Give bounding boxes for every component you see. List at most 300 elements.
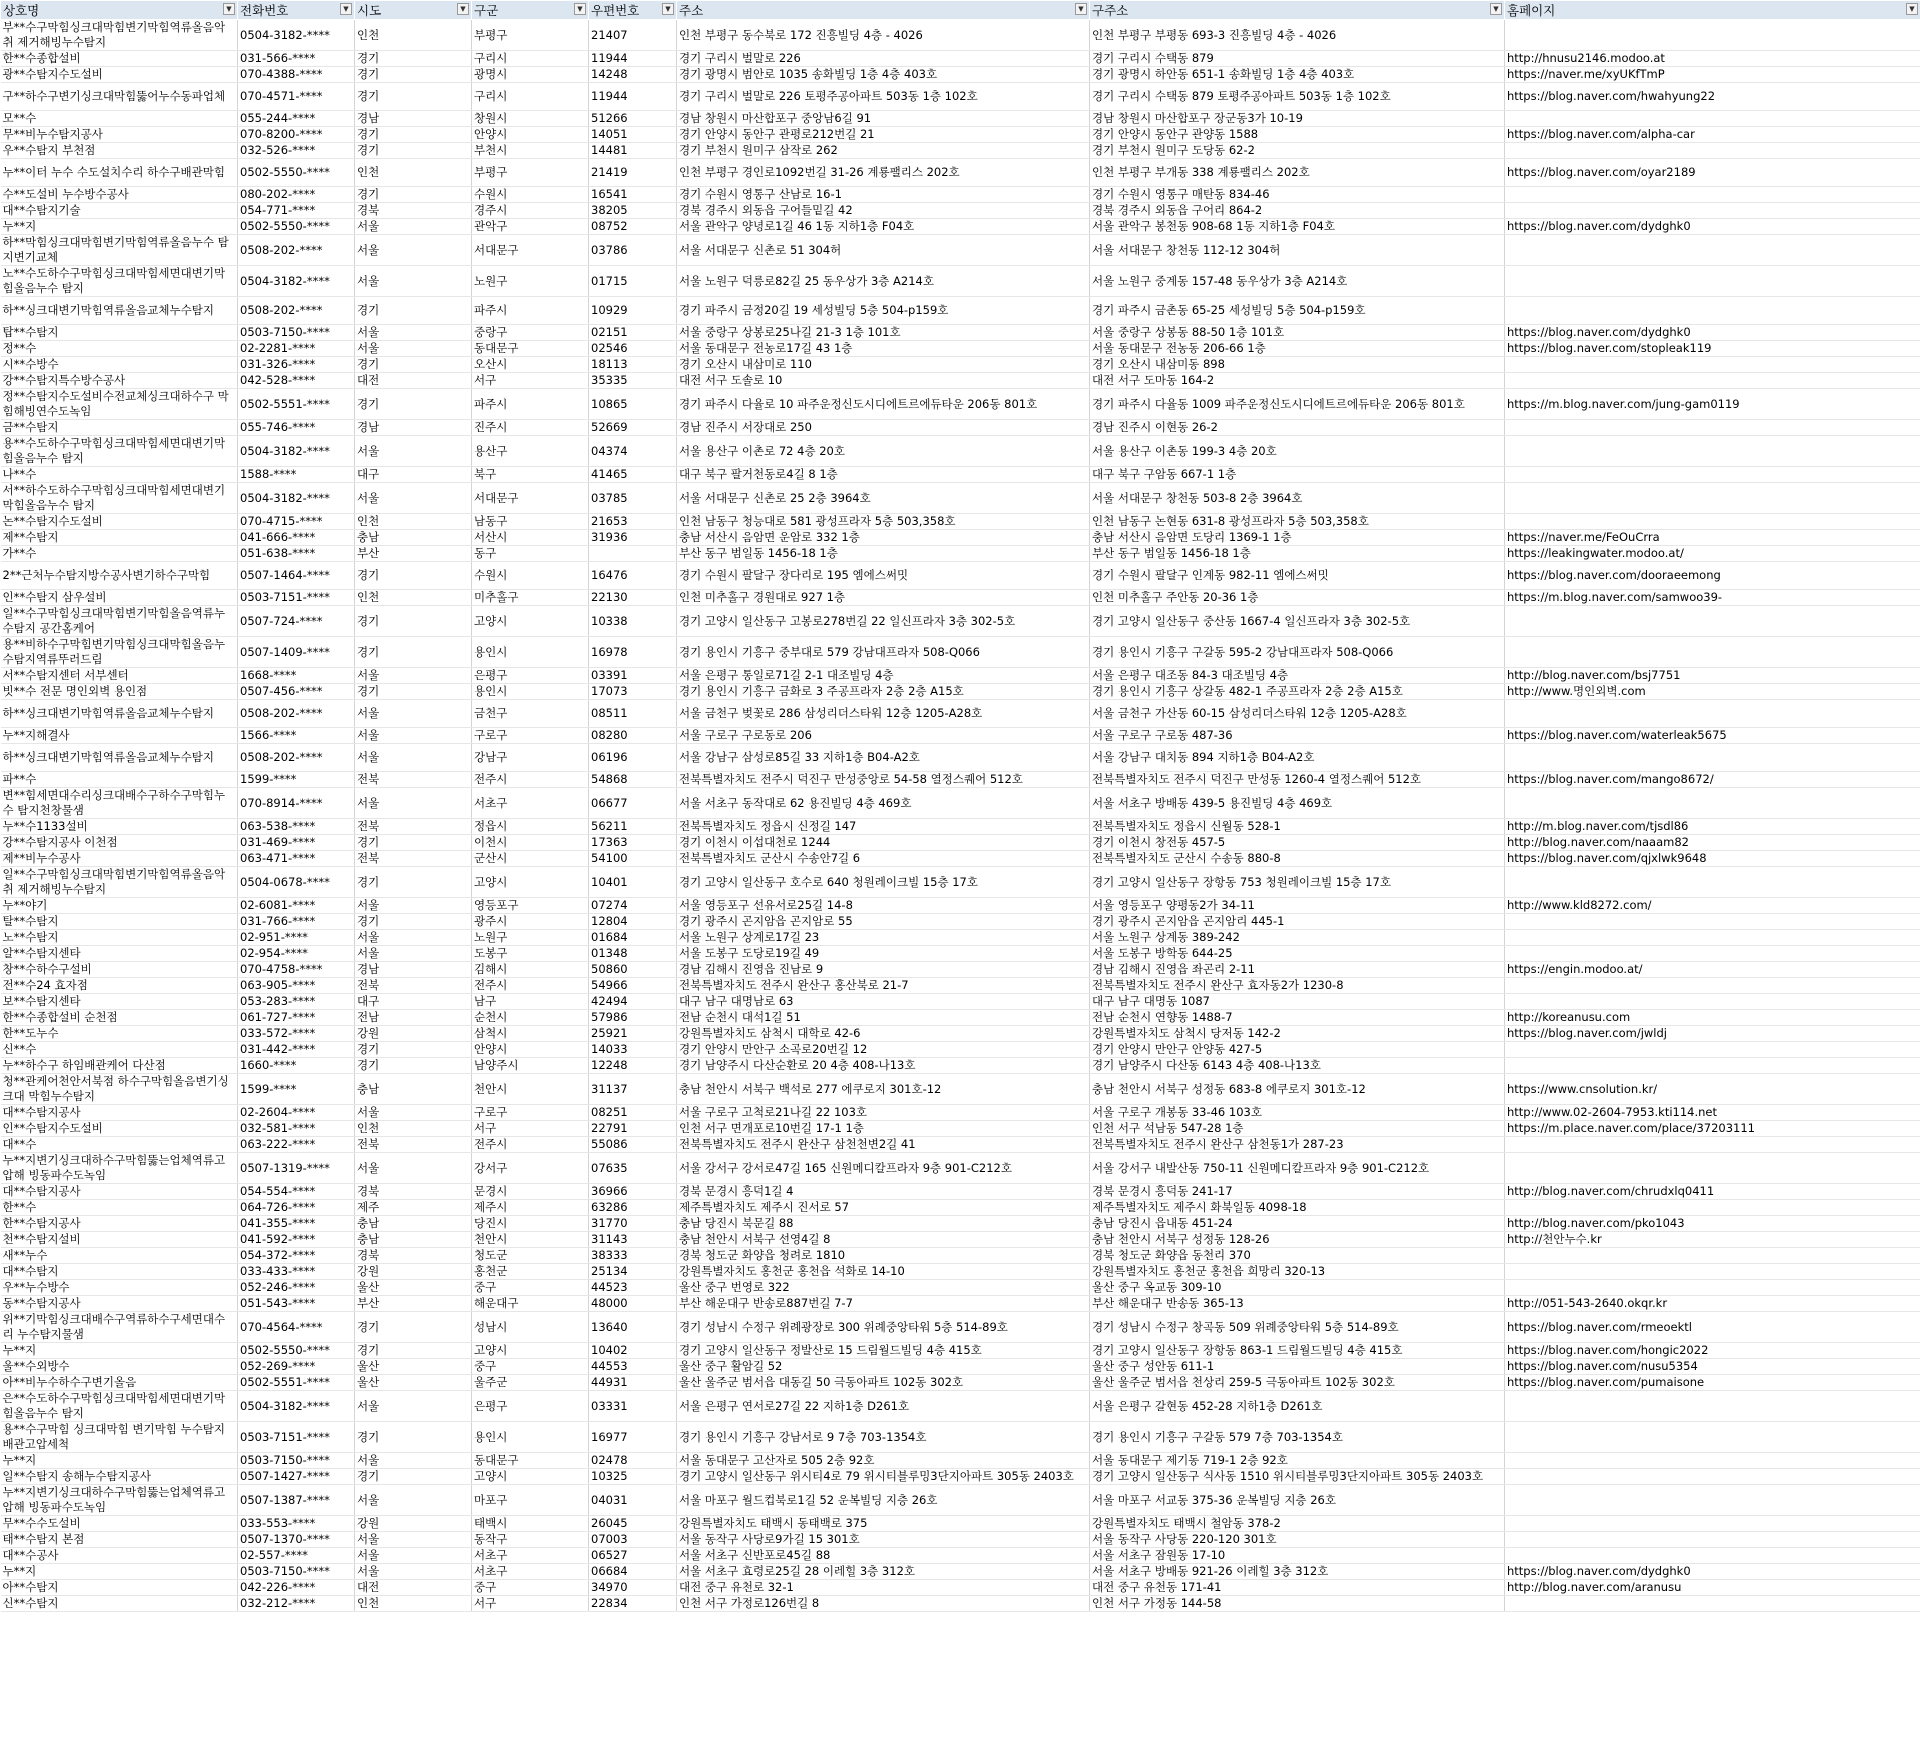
- table-cell[interactable]: 고양시: [472, 1343, 589, 1359]
- table-cell[interactable]: 경기 용인시 기흥구 상갈동 482-1 주공프라자 2층 2층 A15호: [1090, 684, 1505, 700]
- table-cell[interactable]: 울산: [355, 1280, 472, 1296]
- table-cell[interactable]: 대**수탐지: [1, 1264, 238, 1280]
- table-cell[interactable]: 16541: [589, 187, 677, 203]
- table-cell[interactable]: 강원: [355, 1516, 472, 1532]
- table-cell[interactable]: 1588-****: [238, 467, 355, 483]
- table-cell[interactable]: 서울 구로구 고척로21나길 22 103호: [677, 1105, 1090, 1121]
- table-cell[interactable]: 누**지변기싱크대하수구막힘뚫는업체역류고압해 빙동파수도녹임: [1, 1153, 238, 1184]
- table-cell[interactable]: 인천 부평구 동수북로 172 진흥빌딩 4층 - 4026: [677, 20, 1090, 51]
- table-cell[interactable]: 경기: [355, 867, 472, 898]
- table-cell[interactable]: 경남 창원시 마산합포구 중앙남6길 91: [677, 111, 1090, 127]
- table-cell[interactable]: 0503-7150-****: [238, 1453, 355, 1469]
- table-cell[interactable]: [1505, 357, 1920, 373]
- table-cell[interactable]: 청도군: [472, 1248, 589, 1264]
- table-cell[interactable]: 누**지: [1, 1564, 238, 1580]
- table-cell[interactable]: 서울 서대문구 창천동 112-12 304허: [1090, 235, 1505, 266]
- table-cell[interactable]: 경기 고양시 일산동구 중산동 1667-4 일신프라자 3층 302-5호: [1090, 606, 1505, 637]
- table-cell[interactable]: 11944: [589, 51, 677, 67]
- table-cell[interactable]: 21407: [589, 20, 677, 51]
- table-cell[interactable]: 서울: [355, 266, 472, 297]
- table-cell[interactable]: 34970: [589, 1580, 677, 1596]
- table-cell[interactable]: [1505, 606, 1920, 637]
- table-cell[interactable]: 서울 동대문구 고산자로 505 2층 92호: [677, 1453, 1090, 1469]
- table-cell[interactable]: 태백시: [472, 1516, 589, 1532]
- table-cell[interactable]: https://leakingwater.modoo.at/: [1505, 546, 1920, 562]
- table-cell[interactable]: 01715: [589, 266, 677, 297]
- table-cell[interactable]: 한**수탐지공사: [1, 1216, 238, 1232]
- table-cell[interactable]: 061-727-****: [238, 1010, 355, 1026]
- table-cell[interactable]: [1505, 946, 1920, 962]
- table-cell[interactable]: 금**수탐지: [1, 420, 238, 436]
- table-cell[interactable]: 경기: [355, 1469, 472, 1485]
- table-cell[interactable]: 제**비누수공사: [1, 851, 238, 867]
- table-cell[interactable]: 054-554-****: [238, 1184, 355, 1200]
- table-cell[interactable]: 서울: [355, 341, 472, 357]
- table-cell[interactable]: 전북: [355, 978, 472, 994]
- table-cell[interactable]: 대구: [355, 994, 472, 1010]
- table-cell[interactable]: https://naver.me/FeOuCrra: [1505, 530, 1920, 546]
- table-cell[interactable]: 03391: [589, 668, 677, 684]
- table-cell[interactable]: 02-557-****: [238, 1548, 355, 1564]
- table-cell[interactable]: 구리시: [472, 83, 589, 111]
- table-cell[interactable]: 서울 서초구 동작대로 62 용진빌딩 4층 469호: [677, 788, 1090, 819]
- table-cell[interactable]: http://blog.naver.com/chrudxlq0411: [1505, 1184, 1920, 1200]
- table-cell[interactable]: 변**힘세면대수리싱크대배수구하수구막힘누수 탐지천창물샘: [1, 788, 238, 819]
- table-cell[interactable]: 경기: [355, 606, 472, 637]
- table-cell[interactable]: 인천 미추홀구 경원대로 927 1층: [677, 590, 1090, 606]
- table-cell[interactable]: 강남구: [472, 744, 589, 772]
- table-cell[interactable]: 경기 용인시 기흥구 금화로 3 주공프라자 2층 2층 A15호: [677, 684, 1090, 700]
- column-header[interactable]: [677, 1, 1090, 20]
- table-cell[interactable]: [1505, 266, 1920, 297]
- table-cell[interactable]: 21419: [589, 159, 677, 187]
- table-cell[interactable]: 경기 구리시 수택동 879 토평주공아파트 503동 1층 102호: [1090, 83, 1505, 111]
- table-cell[interactable]: 부천시: [472, 143, 589, 159]
- table-cell[interactable]: 경기 광주시 곤지암읍 곤지암리 445-1: [1090, 914, 1505, 930]
- table-cell[interactable]: 용인시: [472, 1422, 589, 1453]
- table-cell[interactable]: 서울 용산구 이촌로 72 4층 20호: [677, 436, 1090, 467]
- table-cell[interactable]: 0507-1427-****: [238, 1469, 355, 1485]
- table-cell[interactable]: https://blog.naver.com/oyar2189: [1505, 159, 1920, 187]
- table-cell[interactable]: 14248: [589, 67, 677, 83]
- table-cell[interactable]: [1505, 436, 1920, 467]
- table-cell[interactable]: 042-528-****: [238, 373, 355, 389]
- table-cell[interactable]: https://blog.naver.com/hwahyung22: [1505, 83, 1920, 111]
- table-cell[interactable]: 대구 북구 구암동 667-1 1층: [1090, 467, 1505, 483]
- table-cell[interactable]: 서울 관악구 양녕로1길 46 1동 지하1층 F04호: [677, 219, 1090, 235]
- table-cell[interactable]: 인**수탐지수도설비: [1, 1121, 238, 1137]
- table-cell[interactable]: 경기 안양시 동안구 관평로212번길 21: [677, 127, 1090, 143]
- table-cell[interactable]: 충남 서산시 음암면 운암로 332 1층: [677, 530, 1090, 546]
- table-cell[interactable]: 0504-0678-****: [238, 867, 355, 898]
- table-cell[interactable]: 0508-202-****: [238, 744, 355, 772]
- filter-dropdown-icon[interactable]: ▼: [662, 3, 674, 15]
- table-cell[interactable]: 정읍시: [472, 819, 589, 835]
- table-cell[interactable]: 56211: [589, 819, 677, 835]
- table-cell[interactable]: 경기 고양시 일산동구 장항동 753 청원레이크빌 15층 17호: [1090, 867, 1505, 898]
- table-cell[interactable]: 17363: [589, 835, 677, 851]
- table-cell[interactable]: 12248: [589, 1058, 677, 1074]
- table-cell[interactable]: 서울 영등포구 선유서로25길 14-8: [677, 898, 1090, 914]
- table-cell[interactable]: 광주시: [472, 914, 589, 930]
- table-cell[interactable]: 031-469-****: [238, 835, 355, 851]
- table-cell[interactable]: 서울 노원구 상계로17길 23: [677, 930, 1090, 946]
- table-cell[interactable]: [1505, 235, 1920, 266]
- table-cell[interactable]: 울산 중구 성안동 611-1: [1090, 1359, 1505, 1375]
- table-cell[interactable]: 창**수하수구설비: [1, 962, 238, 978]
- table-cell[interactable]: http://blog.naver.com/bsj7751: [1505, 668, 1920, 684]
- table-cell[interactable]: 하**막힘싱크대막힘변기막힘역류올음누수 탐지변기교체: [1, 235, 238, 266]
- table-cell[interactable]: 인천: [355, 590, 472, 606]
- table-cell[interactable]: 홍천군: [472, 1264, 589, 1280]
- table-cell[interactable]: 서울 관악구 봉천동 908-68 1동 지하1층 F04호: [1090, 219, 1505, 235]
- table-cell[interactable]: 02-2604-****: [238, 1105, 355, 1121]
- table-cell[interactable]: 04374: [589, 436, 677, 467]
- table-cell[interactable]: 041-355-****: [238, 1216, 355, 1232]
- table-cell[interactable]: 0508-202-****: [238, 297, 355, 325]
- table-cell[interactable]: 제주: [355, 1200, 472, 1216]
- table-cell[interactable]: 서울: [355, 728, 472, 744]
- table-cell[interactable]: 경북 청도군 화양읍 동천리 370: [1090, 1248, 1505, 1264]
- table-cell[interactable]: [1505, 1422, 1920, 1453]
- table-cell[interactable]: 은평구: [472, 1391, 589, 1422]
- table-cell[interactable]: 서울 용산구 이촌동 199-3 4층 20호: [1090, 436, 1505, 467]
- table-cell[interactable]: 055-244-****: [238, 111, 355, 127]
- table-cell[interactable]: 0507-724-****: [238, 606, 355, 637]
- table-cell[interactable]: https://blog.naver.com/rmeoektl: [1505, 1312, 1920, 1343]
- table-cell[interactable]: https://m.place.naver.com/place/37203111: [1505, 1121, 1920, 1137]
- table-cell[interactable]: [1505, 978, 1920, 994]
- table-cell[interactable]: 서초구: [472, 1548, 589, 1564]
- table-cell[interactable]: 울산: [355, 1359, 472, 1375]
- table-cell[interactable]: 전북특별자치도 정읍시 신월동 528-1: [1090, 819, 1505, 835]
- table-cell[interactable]: 제**수탐지: [1, 530, 238, 546]
- table-cell[interactable]: 경기 구리시 벌말로 226 토평주공아파트 503동 1층 102호: [677, 83, 1090, 111]
- table-cell[interactable]: 우**수탐지 부천점: [1, 143, 238, 159]
- table-cell[interactable]: 한**도누수: [1, 1026, 238, 1042]
- table-cell[interactable]: [1505, 1485, 1920, 1516]
- table-cell[interactable]: [1505, 1137, 1920, 1153]
- table-cell[interactable]: 10402: [589, 1343, 677, 1359]
- table-cell[interactable]: 0502-5551-****: [238, 389, 355, 420]
- table-cell[interactable]: 경기 광주시 곤지암읍 곤지암로 55: [677, 914, 1090, 930]
- table-cell[interactable]: 인천 서구 가정동 144-58: [1090, 1596, 1505, 1612]
- table-cell[interactable]: 04031: [589, 1485, 677, 1516]
- table-cell[interactable]: 새**누수: [1, 1248, 238, 1264]
- table-cell[interactable]: 강원특별자치도 삼척시 대학로 42-6: [677, 1026, 1090, 1042]
- column-header[interactable]: [1, 1, 238, 20]
- table-cell[interactable]: 서울: [355, 668, 472, 684]
- table-cell[interactable]: 강원: [355, 1026, 472, 1042]
- table-cell[interactable]: 삼척시: [472, 1026, 589, 1042]
- table-cell[interactable]: 경기 구리시 벌말로 226: [677, 51, 1090, 67]
- table-cell[interactable]: 41465: [589, 467, 677, 483]
- table-cell[interactable]: [1505, 1532, 1920, 1548]
- table-cell[interactable]: 01684: [589, 930, 677, 946]
- table-cell[interactable]: 대구: [355, 467, 472, 483]
- table-cell[interactable]: 충남 천안시 서북구 선영4길 8: [677, 1232, 1090, 1248]
- table-cell[interactable]: 03331: [589, 1391, 677, 1422]
- table-cell[interactable]: [1505, 1058, 1920, 1074]
- table-cell[interactable]: 10325: [589, 1469, 677, 1485]
- table-cell[interactable]: http://blog.naver.com/pko1043: [1505, 1216, 1920, 1232]
- table-cell[interactable]: [1505, 1264, 1920, 1280]
- table-cell[interactable]: 부산 해운대구 반송동 365-13: [1090, 1296, 1505, 1312]
- table-cell[interactable]: 광명시: [472, 67, 589, 83]
- table-cell[interactable]: 033-433-****: [238, 1264, 355, 1280]
- table-cell[interactable]: 서**수탐지센터 서부센터: [1, 668, 238, 684]
- table-cell[interactable]: 서울 강서구 내발산동 750-11 신원메디칼프라자 9층 901-C212호: [1090, 1153, 1505, 1184]
- table-cell[interactable]: 남양주시: [472, 1058, 589, 1074]
- table-cell[interactable]: 서울 구로구 구로동 487-36: [1090, 728, 1505, 744]
- table-cell[interactable]: 서울: [355, 483, 472, 514]
- table-cell[interactable]: 중구: [472, 1580, 589, 1596]
- table-cell[interactable]: 순천시: [472, 1010, 589, 1026]
- table-cell[interactable]: 070-4564-****: [238, 1312, 355, 1343]
- table-cell[interactable]: 경기 남양주시 다산동 6143 4층 408-나13호: [1090, 1058, 1505, 1074]
- table-cell[interactable]: https://blog.naver.com/stopleak119: [1505, 341, 1920, 357]
- table-cell[interactable]: [1505, 744, 1920, 772]
- table-cell[interactable]: 경북: [355, 1248, 472, 1264]
- table-cell[interactable]: 하**싱크대변기막힘역류올음교체누수탐지: [1, 297, 238, 325]
- table-cell[interactable]: 1566-****: [238, 728, 355, 744]
- table-cell[interactable]: 48000: [589, 1296, 677, 1312]
- table-cell[interactable]: 울주군: [472, 1375, 589, 1391]
- table-cell[interactable]: 서울 중랑구 상봉로25나길 21-3 1층 101호: [677, 325, 1090, 341]
- table-cell[interactable]: https://www.cnsolution.kr/: [1505, 1074, 1920, 1105]
- table-cell[interactable]: https://blog.naver.com/qjxlwk9648: [1505, 851, 1920, 867]
- table-cell[interactable]: 강원특별자치도 홍천군 홍천읍 석화로 14-10: [677, 1264, 1090, 1280]
- table-cell[interactable]: https://blog.naver.com/dydghk0: [1505, 219, 1920, 235]
- table-cell[interactable]: 탈**수탐지: [1, 914, 238, 930]
- table-cell[interactable]: 경기: [355, 357, 472, 373]
- table-cell[interactable]: 빗**수 전문 명인외벽 용인점: [1, 684, 238, 700]
- table-cell[interactable]: 063-538-****: [238, 819, 355, 835]
- table-cell[interactable]: 인천: [355, 1596, 472, 1612]
- table-cell[interactable]: 위**기막힘싱크대배수구역류하수구세면대수리 누수탐지물샘: [1, 1312, 238, 1343]
- table-cell[interactable]: 충남 서산시 음암면 도당리 1369-1 1층: [1090, 530, 1505, 546]
- table-cell[interactable]: 032-581-****: [238, 1121, 355, 1137]
- table-cell[interactable]: 서구: [472, 1121, 589, 1137]
- table-cell[interactable]: 노**수탐지: [1, 930, 238, 946]
- table-cell[interactable]: 2**근처누수탐지방수공사변기하수구막힘: [1, 562, 238, 590]
- filter-dropdown-icon[interactable]: ▼: [1906, 3, 1918, 15]
- table-cell[interactable]: 문경시: [472, 1184, 589, 1200]
- table-cell[interactable]: [1505, 700, 1920, 728]
- table-cell[interactable]: 경기 부천시 원미구 도당동 62-2: [1090, 143, 1505, 159]
- table-cell[interactable]: [1505, 1469, 1920, 1485]
- table-cell[interactable]: 054-372-****: [238, 1248, 355, 1264]
- table-cell[interactable]: 강원특별자치도 홍천군 홍천읍 희망리 320-13: [1090, 1264, 1505, 1280]
- table-cell[interactable]: 대전 중구 유천동 171-41: [1090, 1580, 1505, 1596]
- table-cell[interactable]: 12804: [589, 914, 677, 930]
- table-cell[interactable]: 032-526-****: [238, 143, 355, 159]
- table-cell[interactable]: 하**싱크대변기막힘역류올음교체누수탐지: [1, 744, 238, 772]
- table-cell[interactable]: 서울: [355, 436, 472, 467]
- table-cell[interactable]: 서울 동작구 사당로9가길 15 301호: [677, 1532, 1090, 1548]
- table-cell[interactable]: 전북특별자치도 전주시 완산구 효자동2가 1230-8: [1090, 978, 1505, 994]
- table-cell[interactable]: https://blog.naver.com/hongic2022: [1505, 1343, 1920, 1359]
- table-cell[interactable]: 44523: [589, 1280, 677, 1296]
- table-cell[interactable]: 경기: [355, 51, 472, 67]
- table-cell[interactable]: 동대문구: [472, 341, 589, 357]
- table-cell[interactable]: 경남: [355, 420, 472, 436]
- table-cell[interactable]: 정**수: [1, 341, 238, 357]
- table-cell[interactable]: 25134: [589, 1264, 677, 1280]
- table-cell[interactable]: 인천 남동구 청능대로 581 광성프라자 5층 503,358호: [677, 514, 1090, 530]
- table-cell[interactable]: 02-2281-****: [238, 341, 355, 357]
- table-cell[interactable]: 053-283-****: [238, 994, 355, 1010]
- table-cell[interactable]: 중구: [472, 1280, 589, 1296]
- table-cell[interactable]: 31770: [589, 1216, 677, 1232]
- table-cell[interactable]: 전남 순천시 연향동 1488-7: [1090, 1010, 1505, 1026]
- table-cell[interactable]: 경기 용인시 기흥구 강남서로 9 7층 703-1354호: [677, 1422, 1090, 1453]
- table-cell[interactable]: 경기 수원시 영통구 매탄동 834-46: [1090, 187, 1505, 203]
- table-cell[interactable]: 0502-5550-****: [238, 219, 355, 235]
- table-cell[interactable]: 경북: [355, 203, 472, 219]
- table-cell[interactable]: http://천안누수.kr: [1505, 1232, 1920, 1248]
- table-cell[interactable]: 강원특별자치도 삼척시 당저동 142-2: [1090, 1026, 1505, 1042]
- table-cell[interactable]: 경북 청도군 화양읍 청려로 1810: [677, 1248, 1090, 1264]
- table-cell[interactable]: 서울 은평구 갈현동 452-28 지하1층 D261호: [1090, 1391, 1505, 1422]
- table-cell[interactable]: [1505, 1248, 1920, 1264]
- table-cell[interactable]: 경기 파주시 다율로 10 파주운정신도시디에트르에듀타운 206동 801호: [677, 389, 1090, 420]
- table-cell[interactable]: 노원구: [472, 930, 589, 946]
- table-cell[interactable]: 한**수: [1, 1200, 238, 1216]
- table-cell[interactable]: 경기: [355, 835, 472, 851]
- table-cell[interactable]: 일**수구막힘싱크대막힘변기막힘역류올음악취 제거해빙누수탐지: [1, 867, 238, 898]
- table-cell[interactable]: 02-6081-****: [238, 898, 355, 914]
- table-cell[interactable]: 경기: [355, 1312, 472, 1343]
- table-cell[interactable]: 인천 부평구 부평동 693-3 진흥빌딩 4층 - 4026: [1090, 20, 1505, 51]
- table-cell[interactable]: 10338: [589, 606, 677, 637]
- table-cell[interactable]: 06684: [589, 1564, 677, 1580]
- table-cell[interactable]: 한**수종합설비: [1, 51, 238, 67]
- table-cell[interactable]: 경기: [355, 1042, 472, 1058]
- table-cell[interactable]: 전북특별자치도 전주시 완산구 삼천동1가 287-23: [1090, 1137, 1505, 1153]
- table-cell[interactable]: 06196: [589, 744, 677, 772]
- table-cell[interactable]: https://blog.naver.com/pumaisone: [1505, 1375, 1920, 1391]
- table-cell[interactable]: 경기 광명시 범안로 1035 송화빌딩 1층 4층 403호: [677, 67, 1090, 83]
- table-cell[interactable]: 강**수탐지특수방수공사: [1, 373, 238, 389]
- table-cell[interactable]: 논**수탐지수도설비: [1, 514, 238, 530]
- table-cell[interactable]: 16476: [589, 562, 677, 590]
- table-cell[interactable]: 1660-****: [238, 1058, 355, 1074]
- table-cell[interactable]: 0504-3182-****: [238, 1391, 355, 1422]
- table-cell[interactable]: [1505, 994, 1920, 1010]
- table-cell[interactable]: 서울 강남구 삼성로85길 33 지하1층 B04-A2호: [677, 744, 1090, 772]
- table-cell[interactable]: 동**수탐지공사: [1, 1296, 238, 1312]
- table-cell[interactable]: 강원: [355, 1264, 472, 1280]
- table-cell[interactable]: 경기: [355, 914, 472, 930]
- table-cell[interactable]: [1505, 1391, 1920, 1422]
- table-cell[interactable]: 서울 서초구 신반포로45길 88: [677, 1548, 1090, 1564]
- table-cell[interactable]: 부산 동구 범일동 1456-18 1층: [677, 546, 1090, 562]
- table-cell[interactable]: 알**수탐지센타: [1, 946, 238, 962]
- table-cell[interactable]: 대**수탐지기술: [1, 203, 238, 219]
- table-cell[interactable]: 07635: [589, 1153, 677, 1184]
- table-cell[interactable]: 0504-3182-****: [238, 436, 355, 467]
- table-cell[interactable]: [1505, 637, 1920, 668]
- table-cell[interactable]: 경기 고양시 일산동구 장항동 863-1 드림월드빌딩 4층 415호: [1090, 1343, 1505, 1359]
- table-cell[interactable]: https://blog.naver.com/dooraeemong: [1505, 562, 1920, 590]
- table-cell[interactable]: 전**수24 효자점: [1, 978, 238, 994]
- table-cell[interactable]: 인천 남동구 논현동 631-8 광성프라자 5층 503,358호: [1090, 514, 1505, 530]
- table-cell[interactable]: 25921: [589, 1026, 677, 1042]
- table-cell[interactable]: [1505, 1516, 1920, 1532]
- table-cell[interactable]: 오산시: [472, 357, 589, 373]
- table-cell[interactable]: 경남: [355, 111, 472, 127]
- table-cell[interactable]: 서울 노원구 상계동 389-242: [1090, 930, 1505, 946]
- table-cell[interactable]: 인**수탐지 삼우설비: [1, 590, 238, 606]
- table-cell[interactable]: 서울 금천구 벚꽃로 286 삼성리더스타워 12층 1205-A28호: [677, 700, 1090, 728]
- table-cell[interactable]: 36966: [589, 1184, 677, 1200]
- table-cell[interactable]: 서울 은평구 연서로27길 22 지하1층 D261호: [677, 1391, 1090, 1422]
- table-cell[interactable]: 26045: [589, 1516, 677, 1532]
- table-cell[interactable]: 서울: [355, 898, 472, 914]
- table-cell[interactable]: 누**야기: [1, 898, 238, 914]
- table-cell[interactable]: 54966: [589, 978, 677, 994]
- table-cell[interactable]: 해운대구: [472, 1296, 589, 1312]
- table-cell[interactable]: 02151: [589, 325, 677, 341]
- table-cell[interactable]: 경북 경주시 외동읍 구어들밑길 42: [677, 203, 1090, 219]
- table-cell[interactable]: 경기 고양시 일산동구 고봉로278번길 22 일신프라자 3층 302-5호: [677, 606, 1090, 637]
- table-cell[interactable]: 중랑구: [472, 325, 589, 341]
- table-cell[interactable]: 대**수공사: [1, 1548, 238, 1564]
- table-cell[interactable]: 서울: [355, 325, 472, 341]
- table-cell[interactable]: 54100: [589, 851, 677, 867]
- table-cell[interactable]: 06527: [589, 1548, 677, 1564]
- table-cell[interactable]: 070-8200-****: [238, 127, 355, 143]
- table-cell[interactable]: http://www.명인외벽.com: [1505, 684, 1920, 700]
- table-cell[interactable]: 03785: [589, 483, 677, 514]
- table-cell[interactable]: 22130: [589, 590, 677, 606]
- table-cell[interactable]: 충남 당진시 읍내동 451-24: [1090, 1216, 1505, 1232]
- table-cell[interactable]: 서울: [355, 1564, 472, 1580]
- table-cell[interactable]: 경남: [355, 962, 472, 978]
- table-cell[interactable]: 전북특별자치도 정읍시 신정길 147: [677, 819, 1090, 835]
- filter-dropdown-icon[interactable]: ▼: [1490, 3, 1502, 15]
- table-cell[interactable]: 구**하수구변기싱크대막힘뚫어누수동파업체: [1, 83, 238, 111]
- table-cell[interactable]: 경기 고양시 일산동구 식사동 1510 위시티블루밍3단지아파트 305동 2403호: [1090, 1469, 1505, 1485]
- table-cell[interactable]: 노원구: [472, 266, 589, 297]
- table-cell[interactable]: 인천: [355, 159, 472, 187]
- column-header[interactable]: [355, 1, 472, 20]
- table-cell[interactable]: 대**수: [1, 1137, 238, 1153]
- table-cell[interactable]: https://naver.me/xyUKfTmP: [1505, 67, 1920, 83]
- table-cell[interactable]: 구로구: [472, 1105, 589, 1121]
- table-cell[interactable]: 31936: [589, 530, 677, 546]
- table-cell[interactable]: 서구: [472, 373, 589, 389]
- table-cell[interactable]: 07003: [589, 1532, 677, 1548]
- table-cell[interactable]: 천**수탐지설비: [1, 1232, 238, 1248]
- table-cell[interactable]: 전북특별자치도 전주시 완산구 홍산북로 21-7: [677, 978, 1090, 994]
- table-cell[interactable]: [1505, 1200, 1920, 1216]
- table-cell[interactable]: 제주특별자치도 제주시 진서로 57: [677, 1200, 1090, 1216]
- table-cell[interactable]: 울산 울주군 범서읍 대동길 50 극동아파트 102동 302호: [677, 1375, 1090, 1391]
- table-cell[interactable]: 0507-1464-****: [238, 562, 355, 590]
- table-cell[interactable]: 서대문구: [472, 483, 589, 514]
- table-cell[interactable]: http://blog.naver.com/naaam82: [1505, 835, 1920, 851]
- table-cell[interactable]: 경기 성남시 수정구 창곡동 509 위례중앙타워 5층 514-89호: [1090, 1312, 1505, 1343]
- table-cell[interactable]: 02-954-****: [238, 946, 355, 962]
- table-cell[interactable]: 전남: [355, 1010, 472, 1026]
- table-cell[interactable]: 군산시: [472, 851, 589, 867]
- table-cell[interactable]: 1599-****: [238, 772, 355, 788]
- table-cell[interactable]: 누**지: [1, 1343, 238, 1359]
- table-cell[interactable]: 안양시: [472, 1042, 589, 1058]
- table-cell[interactable]: 0503-7150-****: [238, 1564, 355, 1580]
